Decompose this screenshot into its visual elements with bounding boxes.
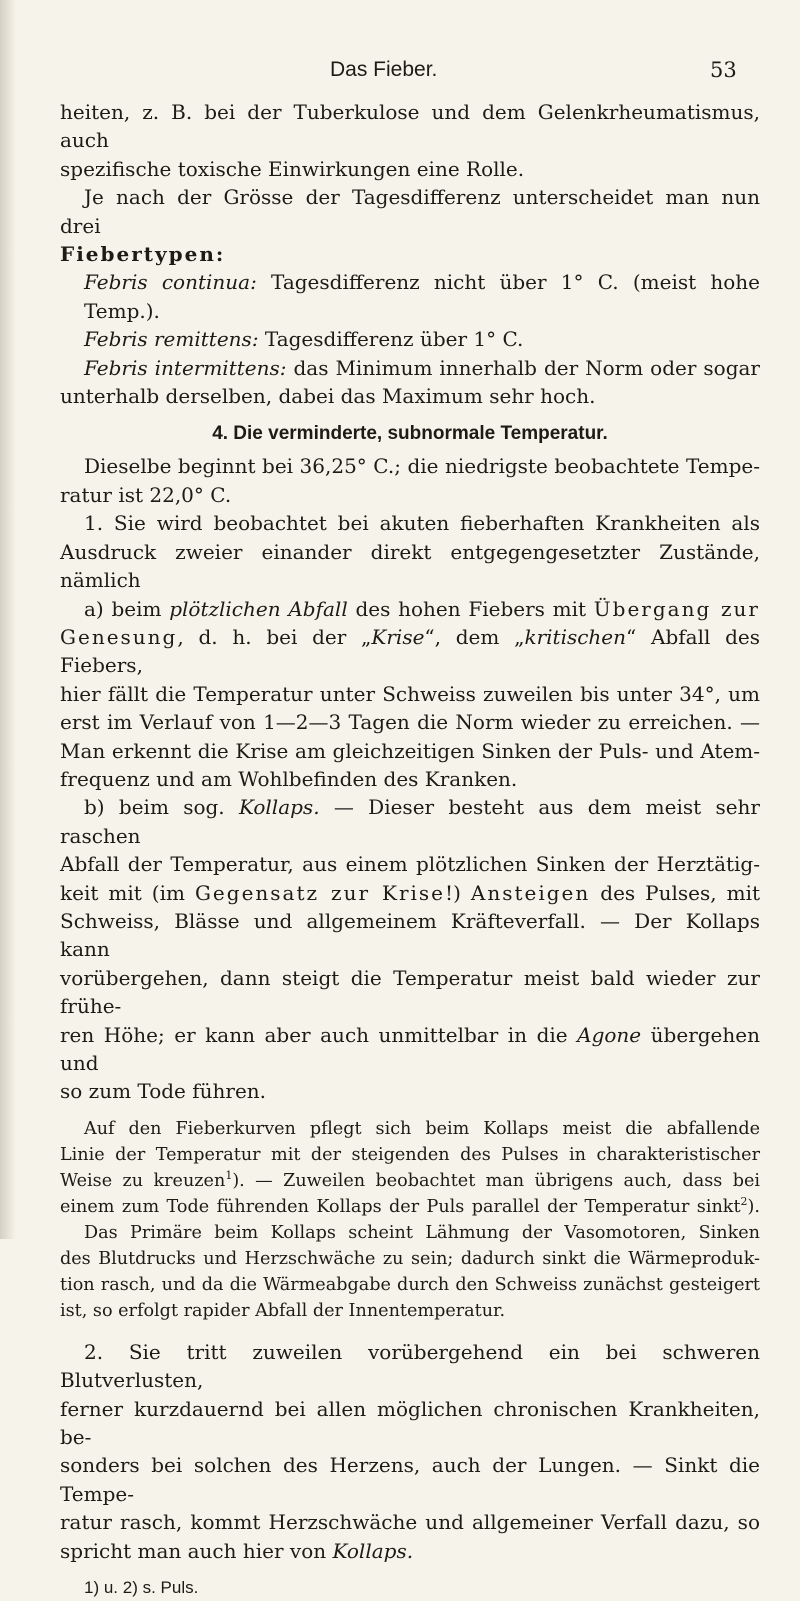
text-span: keit mit (im [60, 880, 195, 905]
text-line: Abfall der Temperatur, aus einem plötzlichen Sinken der Herztätig- [60, 852, 760, 877]
text-line: spezifische toxische Einwirkungen eine Rolle. [60, 156, 525, 181]
text-line: erst im Verlauf von 1—2—3 Tagen die Norm wieder zu erreichen. — [60, 710, 760, 735]
running-header [0, 58, 800, 88]
page-number: 53 [710, 58, 737, 82]
definition: das Minimum innerhalb der Norm oder sogar [286, 355, 760, 380]
text-line: 1. Sie wird beobachtet bei akuten fieberhaften Krankheiten als [84, 511, 760, 536]
text-line: unterhalb derselben, dabei das Maximum sehr hoch. [60, 384, 596, 409]
small-text-line [60, 1194, 760, 1220]
text-line: ratur rasch, kommt Herzschwäche und allgemeiner Verfall dazu, so [60, 1510, 760, 1535]
emphasis: Kollaps. [238, 795, 320, 820]
term: Febris remittens: [84, 327, 259, 352]
text-line: 2. Sie tritt zuweilen vorübergehend ein bei schweren Blutverlusten, [60, 1339, 760, 1393]
section-heading: 4. Die verminderte, subnormale Temperatur. [212, 423, 608, 445]
term: Febris intermittens: [84, 355, 287, 380]
text-line: hier fällt die Temperatur unter Schweiss zuweilen bis unter 34°, um [60, 681, 760, 706]
footnote: 1) u. 2) s. Puls. [84, 1578, 199, 1598]
small-text-line: Das Primäre beim Kollaps scheint Lähmung der Vasomotoren, Sinken [84, 1222, 760, 1243]
scan-shadow-edge [0, 0, 16, 1239]
text-span: spricht man auch hier von [60, 1538, 333, 1563]
spaced-emphasis: Genesung [60, 624, 178, 649]
text-line: Man erkennt die Krise am gleichzeitigen Sinken der Puls- und Atem- [60, 738, 760, 763]
text-span: “, dem „ [424, 624, 525, 649]
running-title: Das Fieber. [330, 58, 438, 81]
text-line: frequenz und am Wohlbefinden des Kranken. [60, 766, 518, 791]
text-line [60, 595, 760, 623]
text-span: !) [445, 880, 471, 905]
section-label-fiebertypen: Fiebertypen: [60, 242, 226, 267]
spaced-emphasis: Ansteigen [470, 880, 591, 905]
page-body [60, 98, 760, 1601]
term: Febris continua: [84, 270, 257, 295]
small-text-line: ist, so erfolgt rapider Abfall der Innentemperatur. [60, 1300, 506, 1321]
small-text-line: Auf den Fieberkurven pflegt sich beim Kollaps meist die abfallende [84, 1118, 760, 1139]
text-span: — Dieser besteht aus dem meist sehr raschen [60, 795, 760, 848]
emphasis: Kollaps. [332, 1538, 414, 1563]
text-line [60, 879, 760, 907]
text-span: ). [747, 1196, 760, 1217]
definition-continua [84, 268, 760, 325]
text-span: ). — Zuweilen beobachtet man übrigens auch, dass bei [232, 1170, 760, 1191]
text-line: Ausdruck zweier einander direkt entgegengesetzter Zustände, nämlich [60, 539, 760, 593]
text-line: sonders bei solchen des Herzens, auch der Lungen. — Sinkt die Tempe- [60, 1453, 760, 1506]
text-line [60, 793, 760, 850]
text-line: Schweiss, Blässe und allgemeinem Kräfteverfall. — Der Kollaps kann [60, 908, 760, 962]
text-line: Je nach der Grösse der Tagesdifferenz unterscheidet man nun drei [60, 185, 760, 238]
text-span: Weise zu kreuzen [60, 1170, 226, 1191]
small-text-line: des Blutdrucks und Herzschwäche zu sein; dadurch sinkt die Wärmeproduk- [60, 1248, 760, 1269]
text-span: “ Abfall des Fiebers, [60, 624, 761, 678]
text-line: ferner kurzdauernd bei allen möglichen chronischen Krankheiten, be- [60, 1396, 760, 1450]
spacer [60, 1324, 760, 1338]
definition: Tagesdifferenz über 1° C. [258, 327, 524, 352]
text-span: des hohen Fiebers mit [347, 596, 594, 621]
text-line: ratur ist 22,0° C. [60, 482, 232, 507]
emphasis: plötzlichen Abfall [169, 596, 348, 621]
definition-intermittens [84, 354, 760, 382]
text-line [60, 1021, 760, 1078]
small-text-line: Linie der Temperatur mit der steigenden des Pulses in charakteristischer [60, 1144, 760, 1165]
definition-remittens [84, 325, 760, 353]
text-span: a) beim [84, 596, 170, 621]
emphasis: Agone [577, 1022, 642, 1047]
text-span: einem zum Tode führenden Kollaps der Puls parallel der Temperatur sinkt [60, 1196, 741, 1217]
definition: Tagesdifferenz nicht über 1° C. (meist hohe Temp.). [84, 270, 760, 323]
text-span: , d. h. bei der „ [177, 624, 372, 649]
small-text-line [60, 1168, 760, 1194]
spaced-emphasis: Übergang zur [593, 596, 760, 621]
text-line: Dieselbe beginnt bei 36,25° C.; die niedrigste beobachtete Tempe- [84, 454, 760, 479]
text-line: vorübergehen, dann steigt die Temperatur meist bald wieder zur frühe- [60, 965, 760, 1019]
spacer [60, 1565, 760, 1575]
footnote-ref: 2 [740, 1194, 748, 1208]
footnote-ref: 1 [225, 1168, 233, 1182]
small-text-line: tion rasch, und da die Wärmeabgabe durch den Schweiss zunächst gesteigert [60, 1274, 760, 1295]
text-line [60, 1537, 760, 1565]
text-span: ren Höhe; er kann aber auch unmittelbar in die [60, 1022, 578, 1047]
spaced-emphasis: Gegensatz zur Krise [194, 880, 446, 905]
text-span: übergehen und [60, 1022, 760, 1075]
emphasis: kritischen [524, 624, 627, 649]
text-line: so zum Tode führen. [60, 1079, 267, 1104]
text-span: des Pulses, mit [590, 880, 761, 905]
text-line: heiten, z. B. bei der Tuberkulose und dem Gelenkrheumatismus, auch [60, 100, 760, 153]
text-span: b) beim sog. [84, 795, 239, 820]
spacer [60, 1106, 760, 1116]
emphasis: Krise [371, 624, 425, 649]
text-line [60, 623, 760, 680]
